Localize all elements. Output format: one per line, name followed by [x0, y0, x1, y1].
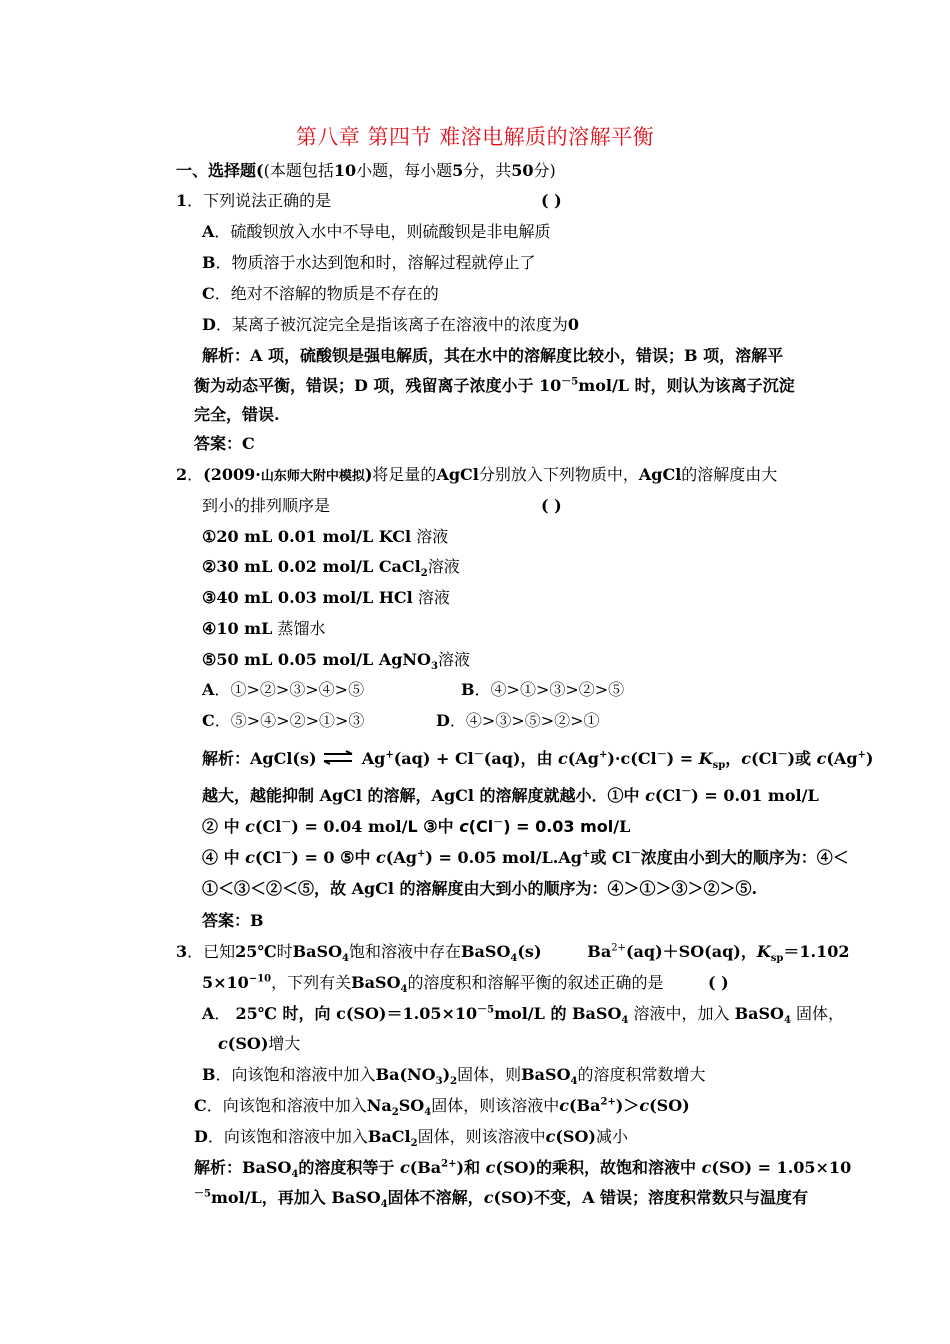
charge: + [581, 848, 591, 860]
section-note-end: 分) [533, 161, 556, 180]
answer-value: C [242, 434, 255, 453]
analysis-text: (Cl [468, 817, 494, 836]
analysis-text: (SO)不变，A 错误；溶度积常数只与温度有 [493, 1188, 809, 1207]
charge: － [656, 749, 667, 761]
option-letter: A [202, 222, 215, 241]
q2-analysis-line5: ①＜③＜②＜⑤，故 AgCl 的溶解度由大到小的顺序为：④＞①＞③＞②＞⑤. [202, 879, 758, 898]
formula: (SO) [649, 1096, 690, 1115]
analysis-text: 或 Cl [590, 848, 631, 867]
option-text: 硫酸钡放入水中不导电，则硫酸钡是非电解质 [230, 222, 551, 241]
option-letter: D [436, 711, 450, 730]
formula: (Ba [568, 1096, 601, 1115]
option-text: c(SO)＝1.05×10 [336, 1004, 478, 1023]
variable: c [558, 749, 568, 768]
q2-item-5 [202, 649, 470, 671]
q2-analysis-line2 [202, 785, 819, 807]
analysis-text: 解析：AgCl(s) [202, 749, 323, 768]
q3-option-a: A． 25℃ 时，向 $c(SO)=1.05\times 10^{-5}mol/L$ 的 BaSO$_4$ 溶液中，加入 BaSO$_4$ 固体， [202, 1004, 845, 1027]
q1-option-a: A．硫酸钡放入水中不导电，则硫酸钡是非电解质 [202, 222, 551, 241]
charge: + [385, 749, 394, 761]
option-text: 某离子被沉淀完全是指该离子在溶液中的浓度为 [231, 315, 568, 334]
temperature: 25℃ [235, 942, 277, 961]
option-text: 向该饱和溶液中加入 [223, 1127, 368, 1146]
q2-option-a: A．①>②>③>④>⑤ [202, 680, 365, 699]
variable: c [245, 848, 255, 867]
analysis-text: (Ba [409, 1158, 442, 1177]
item-amount: 30 mL 0.02 mol/L CaCl [216, 557, 421, 576]
section-each: 5 [452, 161, 464, 180]
analysis-text: (SO)的乘积，故饱和溶液中 [495, 1158, 702, 1177]
question-text: ，下列有关 [271, 973, 352, 992]
question-text: 的溶度积和溶解平衡的叙述正确的是 [407, 973, 664, 992]
q2-analysis-line4 [202, 847, 849, 869]
source-close: ) [364, 465, 373, 484]
q3-option-a-line2 [218, 1033, 300, 1055]
analysis-text: (aq)，由 [483, 749, 559, 768]
exponent: －5 [194, 1188, 211, 1200]
question-number: 3 [176, 942, 188, 961]
charge: + [598, 749, 608, 761]
exponent: −10 [248, 973, 272, 985]
analysis-text: ④ 中 [202, 848, 246, 867]
formula: )＞ [615, 1096, 640, 1115]
option-text: 绝对不溶解的物质是不存在的 [230, 284, 439, 303]
subscript: 4 [783, 1015, 791, 1027]
analysis-text: )或 [787, 749, 817, 768]
formula: SO [398, 1096, 425, 1115]
section-note-mid: 小题，每小题 [356, 161, 453, 180]
charge: － [493, 817, 504, 829]
option-value: 0 [567, 315, 580, 334]
analysis-text: 的溶度积等于 [298, 1158, 400, 1177]
analysis-text: Ag [356, 749, 386, 768]
section-count: 10 [333, 161, 357, 180]
subscript: 3 [435, 1076, 443, 1088]
charge: － [630, 848, 641, 860]
formula: (SO) [555, 1127, 596, 1146]
q2-item-3 [202, 587, 450, 609]
analysis-text: 越大，越能抑制 AgCl 的溶解，AgCl 的溶解度就越小．①中 [202, 786, 646, 805]
option-text: 25℃ 时，向 [235, 1004, 337, 1023]
analysis-text: )和 [456, 1158, 486, 1177]
section-note: (本题包括 [263, 161, 334, 180]
analysis-text: ) [865, 749, 874, 768]
option-text: 向该饱和溶液中加入 [222, 1096, 367, 1115]
answer-blank: ( ) [541, 191, 562, 210]
charge: 2+ [600, 1096, 616, 1108]
charge: － [281, 817, 292, 829]
option-letter: D [202, 315, 216, 334]
variable: K [756, 942, 771, 961]
subscript: 4 [424, 1107, 432, 1119]
option-text: 向该饱和溶液中加入 [231, 1065, 376, 1084]
item-amount: 20 mL 0.01 mol/L KCl [216, 527, 412, 546]
option-text: 增大 [268, 1034, 301, 1053]
question-text: 分别放入下列物质中， [478, 465, 639, 484]
q2-option-b: B．④>①>③>②>⑤ [461, 680, 625, 699]
subscript: 4 [380, 1199, 388, 1211]
option-text: ④>①>③>②>⑤ [490, 680, 625, 699]
source-open: (2009· [203, 465, 261, 484]
charge: － [473, 749, 484, 761]
analysis-text: ② 中 [202, 817, 246, 836]
variable: c [559, 1096, 569, 1115]
option-text: 的溶度积常数增大 [577, 1065, 706, 1084]
item-tail: 溶液 [416, 527, 449, 546]
subscript: 4 [570, 1076, 578, 1088]
q2-item-2 [202, 556, 460, 578]
formula: AgCl [436, 465, 479, 484]
question-number: 1 [176, 191, 188, 210]
analysis-text: L [619, 817, 631, 836]
option-text: ④>③>⑤>②>① [465, 711, 600, 730]
item-mark: ① [202, 527, 217, 546]
analysis-text: )·c(Cl [607, 749, 657, 768]
q1-analysis-line1: 解析：A 项，硫酸钡是强电解质，其在水中的溶解度比较小，错误；B 项，溶解平 [202, 346, 784, 365]
analysis-text: (aq) + Cl [393, 749, 474, 768]
q1-option-c: C．绝对不溶解的物质是不存在的 [202, 284, 439, 303]
variable: c [218, 1034, 228, 1053]
option-text: mol/L 的 [494, 1004, 573, 1023]
formula: Ba(NO [375, 1065, 436, 1084]
analysis-text: ， [725, 749, 742, 768]
q1-option-d: D．某离子被沉淀完全是指该离子在溶液中的浓度为0 [202, 315, 580, 334]
charge: 2+ [611, 942, 626, 954]
variable: c [816, 749, 827, 768]
variable: c [376, 848, 386, 867]
item-tail: 蒸馏水 [277, 619, 326, 638]
analysis-text: ) = 0.05 mol/L.Ag [425, 848, 582, 867]
analysis-text: (Ag [385, 848, 417, 867]
q2-item-4 [202, 618, 325, 640]
option-text: ①>②>③>④>⑤ [230, 680, 365, 699]
q1-option-b: B．物质溶于水达到饱和时，溶解过程就停止了 [202, 253, 536, 272]
exponent: －5 [561, 376, 579, 388]
analysis-text: (Cl [751, 749, 778, 768]
q2-item-1 [202, 526, 448, 548]
formula: (s) [517, 942, 542, 961]
answer-label: 答案： [202, 911, 251, 930]
charge: 2+ [441, 1158, 457, 1170]
formula: BaSO [351, 973, 401, 992]
analysis-text: (Cl [254, 817, 282, 836]
analysis-text: (Cl [254, 848, 282, 867]
variable: c [545, 1127, 556, 1146]
q3-option-d: D．向该饱和溶液中加入BaCl$_2$固体，则该溶液中c(SO)减小 [194, 1127, 628, 1150]
item-tail: 溶液 [437, 650, 470, 669]
option-text: ⑤>④>②>①>③ [230, 711, 365, 730]
answer-blank: ( ) [708, 973, 729, 992]
formula: BaCl [367, 1127, 411, 1146]
answer-label: 答案： [194, 434, 243, 453]
formula: BaSO [572, 1004, 622, 1023]
option-text: 物质溶于水达到饱和时，溶解过程就停止了 [231, 253, 536, 272]
analysis-text: ) = 0.04 mol/ [291, 817, 408, 836]
q2-analysis-line1 [202, 748, 873, 770]
variable: c [701, 1158, 712, 1177]
variable: c [741, 749, 752, 768]
item-mark: ② [202, 557, 217, 576]
answer-value: B [250, 911, 264, 930]
equilibrium-arrow-icon [322, 750, 356, 766]
question-text: 已知 [203, 942, 236, 961]
analysis-text: ) = [666, 749, 699, 768]
q2-answer [202, 910, 264, 932]
item-tail: 溶液 [427, 557, 460, 576]
q1-analysis-line2 [194, 375, 795, 397]
q3-option-b: B．向该饱和溶液中加入$Ba(NO_3)_2$固体，则BaSO$_4$的溶度积常数增大 [202, 1065, 706, 1088]
item-amount: 50 mL 0.05 mol/L AgNO [216, 650, 431, 669]
question-2-stem: 2．(2009·山东师大附中模拟)将足量的AgCl分别放入下列物质中，AgCl的溶解度由大 [176, 465, 778, 484]
analysis-text: ) = 0.03 mol/ [503, 817, 620, 836]
section-total: 50 [511, 161, 534, 180]
subscript: 4 [400, 984, 408, 996]
section-note-mid2: 分，共 [463, 161, 512, 180]
option-letter: B [461, 680, 475, 699]
formula: Ba [587, 942, 612, 961]
item-mark: ⑤ [202, 650, 217, 669]
option-letter: B [202, 253, 216, 272]
item-mark: ③ [202, 588, 217, 607]
analysis-text: (Ag [826, 749, 858, 768]
formula: ) [442, 1065, 451, 1084]
question-text: 饱和溶液中存在 [348, 942, 461, 961]
q2-option-c: C．⑤>④>②>①>③ [202, 711, 365, 730]
formula: (aq)＋SO(aq)， [625, 942, 757, 961]
option-text: 固体，则该溶液中 [417, 1127, 546, 1146]
formula: BaSO [292, 942, 343, 961]
charge: － [681, 786, 692, 798]
variable: c [485, 1158, 496, 1177]
subscript: 4 [510, 953, 518, 965]
analysis-text: ③中 [417, 817, 460, 836]
variable: K [698, 749, 713, 768]
question-3-stem-line2 [202, 972, 664, 994]
question-text: 5×10 [202, 973, 249, 992]
analysis-text: 解析：BaSO [194, 1158, 292, 1177]
option-text: 减小 [595, 1127, 628, 1146]
option-text: 固体，则 [457, 1065, 522, 1084]
source-label: 山东师大附中模拟 [260, 469, 365, 484]
question-text: 将足量的 [372, 465, 437, 484]
q3-analysis-line1 [194, 1157, 851, 1179]
section-header: 一、选择题((本题包括10小题，每小题5分，共50分) [176, 161, 556, 180]
variable: c [399, 1158, 410, 1177]
option-text: 固体， [790, 1004, 845, 1023]
analysis-text: mol/L，再加入 BaSO [210, 1188, 381, 1207]
analysis-text: ) = 0.01 mol/L [691, 786, 819, 805]
item-mark: ④ [202, 619, 217, 638]
subscript: sp [770, 953, 784, 965]
formula: BaSO [734, 1004, 784, 1023]
question-text: 下列说法正确的是 [203, 191, 332, 210]
subscript: 2 [450, 1076, 458, 1088]
formula: AgCl [638, 465, 682, 484]
question-2-stem-line2: 到小的排列顺序是 [202, 496, 331, 515]
subscript: 4 [621, 1015, 629, 1027]
subscript: 2 [410, 1138, 418, 1150]
analysis-text: L [407, 817, 418, 836]
option-letter: C [202, 284, 215, 303]
item-amount: 40 mL 0.03 mol/L HCl [216, 588, 413, 607]
charge: － [281, 848, 292, 860]
question-text: 的溶解度由大 [681, 465, 778, 484]
analysis-text: (Ag [567, 749, 599, 768]
subscript: 4 [342, 953, 349, 965]
analysis-text: mol/L 时，则认为该离子沉淀 [578, 376, 795, 395]
option-letter: A [202, 680, 215, 699]
subscript: 3 [430, 661, 438, 673]
analysis-text: 衡为动态平衡，错误；D 项，残留离子浓度小于 10 [194, 376, 562, 395]
subscript: 4 [291, 1169, 299, 1181]
question-number: 2 [176, 465, 188, 484]
section-label: 一、选择题 [176, 161, 257, 180]
analysis-text: (Cl [654, 786, 682, 805]
formula: BaSO [461, 942, 511, 961]
subscript: 2 [391, 1107, 399, 1119]
q1-analysis-line3: 完全，错误. [194, 405, 280, 424]
item-amount: 10 mL [216, 619, 273, 638]
subscript: sp [712, 760, 726, 772]
q2-option-d: D．④>③>⑤>②>① [436, 711, 600, 730]
q1-answer [194, 433, 255, 455]
question-text: 时 [276, 942, 293, 961]
formula: Na [366, 1096, 392, 1115]
question-1-stem: 1．下列说法正确的是 [176, 191, 332, 210]
variable: c [639, 1096, 650, 1115]
question-text: ＝1.102 [783, 942, 850, 961]
q3-analysis-line2 [194, 1187, 808, 1209]
analysis-text: ) = 0 ⑤中 [291, 848, 377, 867]
item-tail: 溶液 [417, 588, 450, 607]
subscript: 2 [420, 568, 428, 580]
q3-option-c: C．向该饱和溶液中加入$Na_2SO_4$固体，则该溶液中$c(Ba^{2+})>c(SO)$ [194, 1096, 690, 1119]
answer-blank: ( ) [541, 496, 562, 515]
formula: BaSO [521, 1065, 571, 1084]
formula: (SO) [227, 1034, 269, 1053]
variable: c [459, 817, 469, 836]
charge: + [416, 848, 426, 860]
option-letter: C [202, 711, 215, 730]
charge: + [857, 749, 866, 761]
variable: c [483, 1188, 494, 1207]
analysis-text: 固体不溶解， [387, 1188, 484, 1207]
variable: c [645, 786, 655, 805]
variable: c [245, 817, 255, 836]
question-3-stem: 3．已知25℃时BaSO$_4$饱和溶液中存在BaSO$_4$(s) $Ba^{2+}(aq)+SO(aq)$，$K_{sp}=1.102$ [176, 942, 850, 965]
q2-analysis-line3 [202, 816, 630, 838]
analysis-text: 浓度由小到大的顺序为：④＜ [640, 848, 849, 867]
charge: － [777, 749, 788, 761]
option-text: 溶液中，加入 [628, 1004, 735, 1023]
analysis-text: (SO) = 1.05×10 [711, 1158, 852, 1177]
exponent: －5 [477, 1004, 495, 1016]
option-text: 固体，则该溶液中 [431, 1096, 560, 1115]
page-title: 第八章 第四节 难溶电解质的溶解平衡 [295, 125, 655, 149]
